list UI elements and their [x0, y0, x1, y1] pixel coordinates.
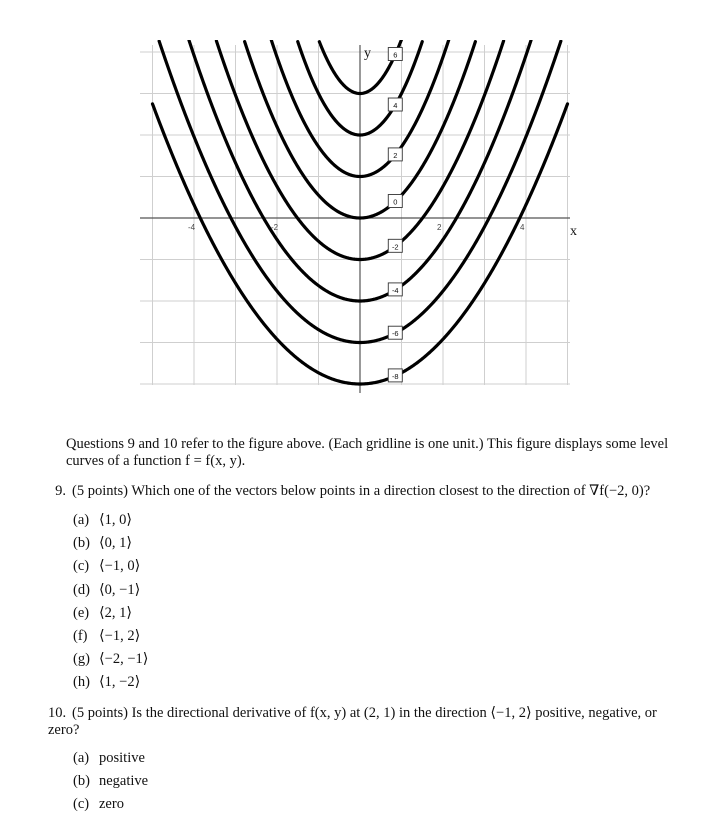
q9-option-value: ⟨−2, −1⟩ — [99, 651, 149, 668]
curve-label-text: 4 — [393, 101, 398, 111]
x-tick-label: -2 — [271, 223, 279, 232]
q9-option-value: ⟨0, −1⟩ — [99, 581, 141, 598]
q9-option-label: (e) — [73, 604, 90, 621]
q10-option-value: zero — [99, 796, 124, 813]
gridlines — [140, 45, 570, 385]
q10-option-value: positive — [99, 750, 145, 766]
q9-option — [73, 535, 132, 552]
curve-value-labels — [388, 48, 402, 382]
q10-option-value: negative — [99, 773, 149, 790]
curve-label-text: 0 — [393, 197, 398, 207]
curve-label-text: -2 — [391, 242, 399, 252]
curve-label — [388, 326, 402, 339]
q9-option — [73, 628, 140, 645]
curve-label-text: -6 — [391, 329, 399, 339]
question-9 — [48, 483, 688, 500]
question-10-text: (5 points) Is the directional derivative of f(x, y) at (2, 1) in the direction ⟨−1, 2⟩ positive, negative, or zero? — [48, 705, 657, 738]
y-axis-label: y — [364, 46, 371, 61]
question-10 — [48, 705, 688, 739]
q9-option-label: (d) — [73, 581, 90, 598]
curve-label — [388, 369, 402, 382]
level-curve-figure — [130, 40, 590, 410]
curve-label-text: 2 — [393, 150, 398, 160]
x-tick-label: -4 — [188, 223, 196, 232]
q9-option-label: (f) — [73, 628, 88, 644]
question-10-number: 10. — [48, 705, 67, 721]
curve-label — [388, 48, 402, 61]
q9-option — [73, 674, 140, 691]
x-tick-label: 4 — [520, 223, 525, 232]
q9-option — [73, 512, 132, 529]
q9-option-label: (a) — [73, 512, 90, 528]
x-axis-label: x — [570, 224, 577, 239]
q9-option-value: ⟨1, 0⟩ — [99, 512, 133, 528]
q9-option-value: ⟨−1, 0⟩ — [99, 558, 141, 575]
curve-label — [388, 98, 402, 111]
q9-option-label: (h) — [73, 674, 90, 691]
curve-label — [388, 195, 402, 208]
q10-option — [73, 796, 124, 813]
q9-option — [73, 558, 140, 575]
q9-option-label: (b) — [73, 535, 90, 552]
q10-option-label: (a) — [73, 750, 90, 766]
x-tick-label: 2 — [437, 223, 442, 232]
q10-option-label: (c) — [73, 796, 90, 813]
q9-option — [73, 605, 132, 622]
q10-option-label: (b) — [73, 773, 90, 790]
q9-option-value: ⟨2, 1⟩ — [99, 604, 133, 621]
question-9-text: (5 points) Which one of the vectors below points in a direction closest to the direction of ∇f(−2, 0)? — [72, 483, 651, 499]
q10-option — [73, 750, 145, 767]
q9-option-label: (c) — [73, 558, 90, 575]
q9-option-value: ⟨−1, 2⟩ — [99, 628, 141, 644]
question-9-number: 9. — [55, 483, 66, 499]
q9-option-value: ⟨0, 1⟩ — [99, 535, 133, 552]
curve-label-text: 6 — [393, 50, 398, 60]
intro-paragraph: Questions 9 and 10 refer to the figure above. (Each gridline is one unit.) This figure displays some level curves of a function f = f(x, y). — [66, 436, 669, 469]
curve-label-text: -8 — [391, 371, 399, 381]
q9-option — [73, 651, 148, 668]
curve-label-text: -4 — [391, 285, 399, 295]
curve-label — [388, 148, 402, 161]
q9-option-label: (g) — [73, 651, 90, 668]
q9-option — [73, 582, 140, 599]
curve-label — [388, 283, 402, 296]
curve-label — [388, 239, 402, 252]
q10-option — [73, 773, 148, 790]
q9-option-value: ⟨1, −2⟩ — [99, 674, 141, 691]
